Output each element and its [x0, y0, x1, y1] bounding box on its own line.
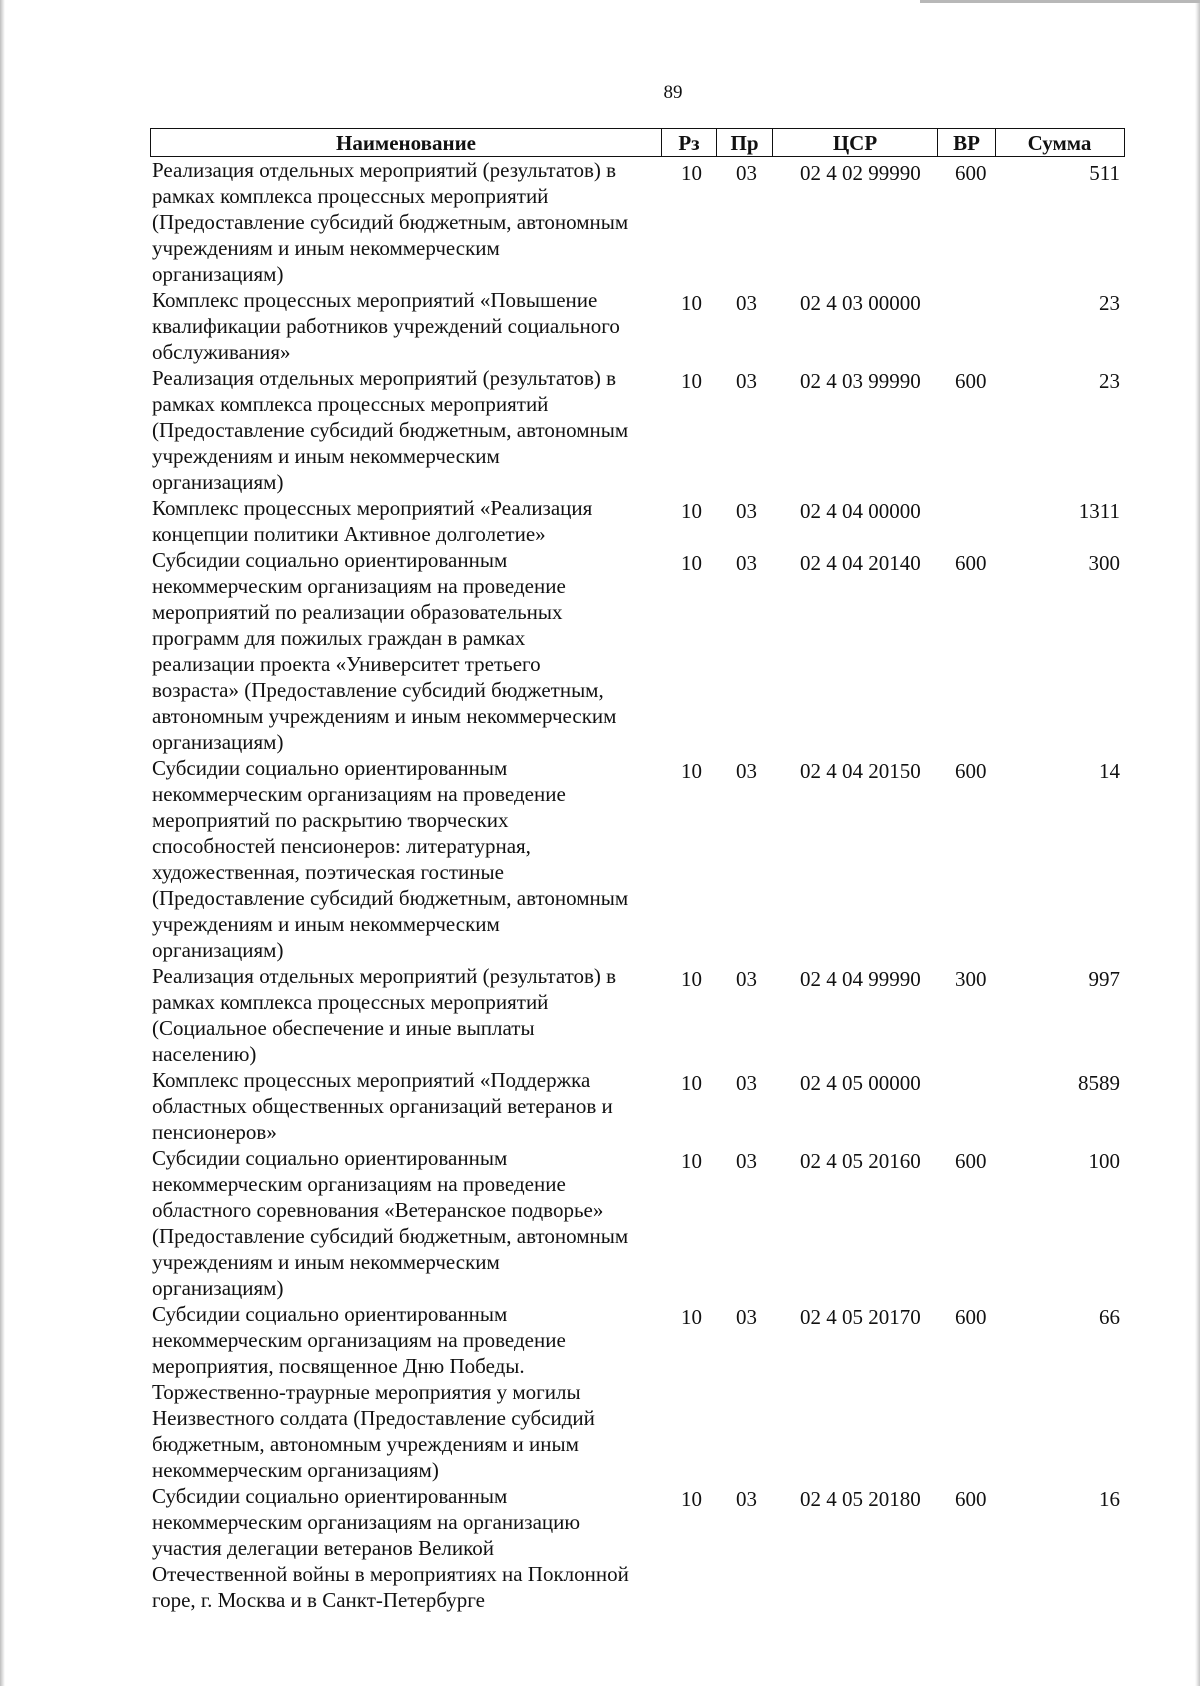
row-sum: 66	[1099, 1305, 1120, 1329]
row-csr: 02 4 04 99990	[800, 967, 921, 991]
header-rz: Рз	[662, 129, 717, 156]
row-sum: 997	[1088, 967, 1120, 991]
table-row	[150, 1145, 1125, 1301]
row-pr: 03	[736, 967, 757, 991]
row-rz: 10	[681, 369, 702, 393]
row-sum: 23	[1099, 291, 1120, 315]
row-name: Субсидии социально ориентированным некоммерческим организациям на проведение мероприятий по раскрытию творческих способностей пенсионеров: литературная, художественная, поэтическая гостиные (Предоставление субсидий бюджетным, автономным учреждениям и иным некоммерческим организациям)	[152, 756, 629, 962]
row-sum: 300	[1088, 551, 1120, 575]
row-pr: 03	[736, 1487, 757, 1511]
row-name: Субсидии социально ориентированным некоммерческим организациям на проведение мероприятия, посвященное Дню Победы. Торжественно-траурные мероприятия у могилы Неизвестного солдата (Предоставление субсидий бюджетным, автономным учреждениям и иным некоммерческим организациям)	[152, 1302, 595, 1482]
row-pr: 03	[736, 551, 757, 575]
row-sum: 100	[1088, 1149, 1120, 1173]
row-vr: 600	[955, 369, 987, 393]
row-csr: 02 4 04 20140	[800, 551, 921, 575]
row-csr: 02 4 04 00000	[800, 499, 921, 523]
row-rz: 10	[681, 291, 702, 315]
row-vr: 600	[955, 759, 987, 783]
row-vr: 600	[955, 1487, 987, 1511]
table-row	[150, 1483, 1125, 1613]
row-sum: 511	[1089, 161, 1120, 185]
row-name: Комплекс процессных мероприятий «Повышение квалификации работников учреждений социального обслуживания»	[152, 288, 620, 364]
row-rz: 10	[681, 759, 702, 783]
row-rz: 10	[681, 1149, 702, 1173]
row-pr: 03	[736, 161, 757, 185]
row-name: Субсидии социально ориентированным некоммерческим организациям на проведение мероприятий по реализации образовательных программ для пожилых граждан в рамках реализации проекта «Университет третьего возраста» (Предоставление субсидий бюджетным, автономным учреждениям и иным некоммерческим организациям)	[152, 548, 617, 754]
row-sum: 1311	[1078, 499, 1120, 523]
row-name: Комплекс процессных мероприятий «Поддержка областных общественных организаций ветеранов и пенсионеров»	[152, 1068, 613, 1144]
scan-edge-top	[920, 0, 1200, 3]
row-pr: 03	[736, 1149, 757, 1173]
row-name: Реализация отдельных мероприятий (результатов) в рамках комплекса процессных мероприятий (Предоставление субсидий бюджетным, автономным учреждениям и иным некоммерческим организациям)	[152, 158, 629, 286]
row-csr: 02 4 03 99990	[800, 369, 921, 393]
table-row	[150, 755, 1125, 963]
table-row	[150, 1067, 1125, 1145]
row-csr: 02 4 04 20150	[800, 759, 921, 783]
scan-edge-right	[1195, 0, 1200, 1686]
header-pr: Пр	[717, 129, 773, 156]
row-pr: 03	[736, 291, 757, 315]
page-number: 89	[663, 82, 683, 103]
header-vr: ВР	[938, 129, 996, 156]
row-name: Реализация отдельных мероприятий (результатов) в рамках комплекса процессных мероприятий (Предоставление субсидий бюджетным, автономным учреждениям и иным некоммерческим организациям)	[152, 366, 629, 494]
row-pr: 03	[736, 369, 757, 393]
row-rz: 10	[681, 967, 702, 991]
row-rz: 10	[681, 1071, 702, 1095]
row-sum: 16	[1099, 1487, 1120, 1511]
row-pr: 03	[736, 499, 757, 523]
row-sum: 23	[1099, 369, 1120, 393]
scan-edge-left	[0, 0, 5, 1686]
table-row	[150, 365, 1125, 495]
row-pr: 03	[736, 1305, 757, 1329]
row-name: Комплекс процессных мероприятий «Реализация концепции политики Активное долголетие»	[152, 496, 593, 546]
row-vr: 600	[955, 161, 987, 185]
row-vr: 600	[955, 1149, 987, 1173]
row-sum: 8589	[1078, 1071, 1120, 1095]
row-pr: 03	[736, 759, 757, 783]
table-row	[150, 495, 1125, 547]
row-csr: 02 4 02 99990	[800, 161, 921, 185]
row-vr: 300	[955, 967, 987, 991]
budget-table	[150, 128, 1125, 1613]
header-sum: Сумма	[1027, 131, 1092, 155]
row-pr: 03	[736, 1071, 757, 1095]
row-csr: 02 4 05 00000	[800, 1071, 921, 1095]
row-name: Субсидии социально ориентированным некоммерческим организациям на проведение областного соревнования «Ветеранское подворье» (Предоставление субсидий бюджетным, автономным учреждениям и иным некоммерческим организациям)	[152, 1146, 629, 1300]
table-row	[150, 963, 1125, 1067]
row-sum: 14	[1099, 759, 1120, 783]
row-rz: 10	[681, 161, 702, 185]
row-csr: 02 4 05 20180	[800, 1487, 921, 1511]
row-csr: 02 4 05 20170	[800, 1305, 921, 1329]
row-csr: 02 4 05 20160	[800, 1149, 921, 1173]
row-rz: 10	[681, 1305, 702, 1329]
table-row	[150, 157, 1125, 287]
header-csr: ЦСР	[773, 129, 938, 156]
row-vr: 600	[955, 1305, 987, 1329]
row-csr: 02 4 03 00000	[800, 291, 921, 315]
row-rz: 10	[681, 499, 702, 523]
header-name: Наименование	[151, 129, 662, 156]
row-name: Субсидии социально ориентированным некоммерческим организациям на организацию участия делегации ветеранов Великой Отечественной войны в мероприятиях на Поклонной горе, г. Москва и в Санкт-Петербурге	[152, 1484, 629, 1612]
row-vr: 600	[955, 551, 987, 575]
table-header	[150, 128, 1125, 157]
row-rz: 10	[681, 1487, 702, 1511]
row-rz: 10	[681, 551, 702, 575]
table-row	[150, 287, 1125, 365]
table-row	[150, 1301, 1125, 1483]
table-body	[150, 157, 1125, 1613]
row-name: Реализация отдельных мероприятий (результатов) в рамках комплекса процессных мероприятий (Социальное обеспечение и иные выплаты населению)	[152, 964, 617, 1066]
table-row	[150, 547, 1125, 755]
